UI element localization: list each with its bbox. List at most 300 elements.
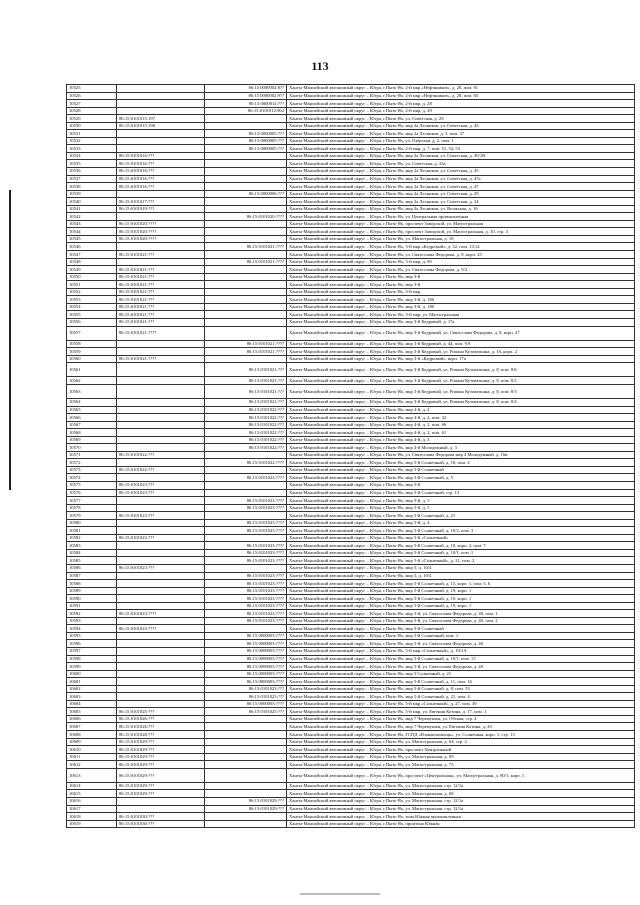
building-cadastral-number-cell: 86:15:0101021:???? [205, 348, 287, 356]
building-cadastral-number-cell [205, 281, 287, 289]
address-cell: Ханты-Мансийский автономный округ – Югра, г.Пыть-Ях, мкр 4-й Молодежный, д. 3 [287, 444, 635, 452]
land-cadastral-number-cell [117, 678, 205, 686]
building-cadastral-number-cell: 86:15:0000002:8?? [205, 85, 287, 93]
address-cell: Ханты-Мансийский автономный округ – Югра, г.Пыть-Ях, мкр 3-й Кедровый, д. 17а [287, 318, 635, 326]
table-row [67, 288, 635, 296]
table-row [67, 663, 635, 671]
land-cadastral-number-cell [117, 107, 205, 115]
row-number-cell: 10567 [67, 421, 117, 429]
table-row [67, 632, 635, 640]
table-row [67, 152, 635, 160]
row-number-cell: 10533 [67, 145, 117, 153]
building-cadastral-number-cell [205, 205, 287, 213]
building-cadastral-number-cell [205, 220, 287, 228]
row-number-cell: 10606 [67, 715, 117, 723]
table-row [67, 542, 635, 550]
land-cadastral-number-cell [117, 805, 205, 813]
land-cadastral-number-cell: 86:15:0101016:??? [117, 152, 205, 160]
land-cadastral-number-cell: 86:15:0101029:??? [117, 746, 205, 754]
table-row [67, 296, 635, 304]
building-cadastral-number-cell [205, 782, 287, 790]
land-cadastral-number-cell [117, 632, 205, 640]
land-cadastral-number-cell: 86:15:0101021:??? [117, 273, 205, 281]
address-cell: Ханты-Мансийский автономный округ – Югра, г.Пыть-Ях, ул. Озёрская, д. 2, пом. 1 [287, 137, 635, 145]
table-row [67, 348, 635, 356]
row-number-cell: 10590 [67, 595, 117, 603]
building-cadastral-number-cell: 86:15:0101023:???? [205, 542, 287, 550]
land-cadastral-number-cell: 86:15:0101023:???? [117, 610, 205, 618]
building-cadastral-number-cell [205, 273, 287, 281]
address-cell: Ханты-Мансийский автономный округ – Югра, г.Пыть-Ях, мкр 7 Черемушки, ул. Обская, стр. 4 [287, 715, 635, 723]
row-number-cell: 10559 [67, 348, 117, 356]
land-cadastral-number-cell: 86:15:0101015:198 [117, 122, 205, 130]
row-number-cell: 10603 [67, 693, 117, 701]
land-cadastral-number-cell [117, 258, 205, 266]
row-number-cell: 10530 [67, 122, 117, 130]
land-cadastral-number-cell: 86:15:0101016:??? [117, 168, 205, 176]
address-cell: Ханты-Мансийский автономный округ – Югра, г.Пыть-Ях, проспект Центральный [287, 746, 635, 754]
row-number-cell: 10574 [67, 474, 117, 482]
address-cell: Ханты-Мансийский автономный округ – Югра, г.Пыть-Ях, зона Южная промышленная [287, 813, 635, 821]
building-cadastral-number-cell: 86:15:0000005:??? [205, 145, 287, 153]
building-cadastral-number-cell [205, 235, 287, 243]
address-cell: Ханты-Мансийский автономный округ – Югра, г.Пыть-Ях, мкр 2а Лесников, д. 3, пом. 37 [287, 130, 635, 138]
building-cadastral-number-cell: 86:15:0101021:??? [205, 377, 287, 385]
land-cadastral-number-cell: 86:15:0101021:??? [117, 288, 205, 296]
address-cell: Ханты-Мансийский автономный округ – Югра, г.Пыть-Ях, мкр 5-й Солнечный, д. 19, корп. 1 [287, 587, 635, 595]
row-number-cell: 10601 [67, 678, 117, 686]
land-cadastral-number-cell [117, 497, 205, 505]
row-number-cell: 10587 [67, 572, 117, 580]
address-cell: Ханты-Мансийский автономный округ – Югра, г.Пыть-Ях, 3-й мкр [287, 288, 635, 296]
table-row [67, 421, 635, 429]
row-number-cell: 10555 [67, 311, 117, 319]
row-number-cell: 10592 [67, 610, 117, 618]
table-row [67, 122, 635, 130]
building-cadastral-number-cell: 86:15:0101023:???? [205, 504, 287, 512]
table-row [67, 326, 635, 340]
address-cell: Ханты-Мансийский автономный округ – Югра, г.Пыть-Ях, мкр 2а Лесников, ул. Советская, д. 34 [287, 198, 635, 206]
table-row [67, 572, 635, 580]
address-cell: Ханты-Мансийский автономный округ – Югра, г.Пыть-Ях, ул. Магистральная, д. 69 [287, 753, 635, 761]
row-number-cell: 10593 [67, 617, 117, 625]
land-cadastral-number-cell [117, 348, 205, 356]
land-cadastral-number-cell [117, 580, 205, 588]
building-cadastral-number-cell: 86:15:0101025:??? [205, 708, 287, 716]
land-cadastral-number-cell [117, 504, 205, 512]
table-row [67, 685, 635, 693]
building-cadastral-number-cell: 86:15:0101023:??? [205, 693, 287, 701]
row-number-cell: 10568 [67, 429, 117, 437]
address-cell: Ханты-Мансийский автономный округ – Югра, г.Пыть-Ях, мкр 3-й [287, 281, 635, 289]
row-number-cell: 10573 [67, 466, 117, 474]
land-cadastral-number-cell [117, 459, 205, 467]
building-cadastral-number-cell: 86:15:0000002:9?? [205, 92, 287, 100]
table-row [67, 175, 635, 183]
table-row [67, 220, 635, 228]
address-cell: Ханты-Мансийский автономный округ – Югра, г.Пыть-Ях, ул. Святослава Федорова, д. 8, корп. 25 [287, 251, 635, 259]
building-cadastral-number-cell [205, 489, 287, 497]
address-cell: Ханты-Мансийский автономный округ – Югра, г.Пыть-Ях, ул. Советская, д. 33а [287, 160, 635, 168]
row-number-cell: 10553 [67, 296, 117, 304]
building-cadastral-number-cell: 86:15:0101023:???? [205, 587, 287, 595]
row-number-cell: 10571 [67, 451, 117, 459]
land-cadastral-number-cell [117, 700, 205, 708]
table-row [67, 746, 635, 754]
row-number-cell: 10618 [67, 813, 117, 821]
table-row [67, 738, 635, 746]
row-number-cell: 10566 [67, 414, 117, 422]
building-cadastral-number-cell: 86:15:0101022:???? [205, 459, 287, 467]
row-number-cell: 10609 [67, 738, 117, 746]
row-number-cell: 10525 [67, 85, 117, 93]
address-cell: Ханты-Мансийский автономный округ – Югра, г.Пыть-Ях, ул. Советская, д. 29 [287, 115, 635, 123]
row-number-cell: 10549 [67, 266, 117, 274]
land-cadastral-number-cell [117, 406, 205, 414]
table-row [67, 137, 635, 145]
land-cadastral-number-cell [117, 542, 205, 550]
row-number-cell: 10596 [67, 640, 117, 648]
row-number-cell: 10595 [67, 632, 117, 640]
table-row [67, 640, 635, 648]
land-cadastral-number-cell: 86:15:0101020:???? [117, 220, 205, 228]
land-cadastral-number-cell: 86:15:0101021:??? [117, 251, 205, 259]
building-cadastral-number-cell [205, 625, 287, 633]
table-row [67, 805, 635, 813]
land-cadastral-number-cell [117, 243, 205, 251]
row-number-cell: 10542 [67, 213, 117, 221]
building-cadastral-number-cell: 86:15:0000005:??? [205, 130, 287, 138]
table-row [67, 85, 635, 93]
building-cadastral-number-cell: 86:15:0000003:???? [205, 640, 287, 648]
land-cadastral-number-cell: 86:15:0101022:??? [117, 451, 205, 459]
building-cadastral-number-cell: 86:15:0101029:??? [205, 805, 287, 813]
land-cadastral-number-cell: 86:15:0101015:197 [117, 115, 205, 123]
address-cell: Ханты-Мансийский автономный округ – Югра, г.Пыть-Ях, мкр 3-й, д. 18б [287, 303, 635, 311]
table-row [67, 519, 635, 527]
land-cadastral-number-cell [117, 685, 205, 693]
land-cadastral-number-cell [117, 377, 205, 385]
address-cell: Ханты-Мансийский автономный округ – Югра, г.Пыть-Ях, мкр 5-й, д. 5 [287, 504, 635, 512]
land-cadastral-number-cell: 86:15:0101016:??? [117, 175, 205, 183]
address-cell: Ханты-Мансийский автономный округ – Югра, г.Пыть-Ях, мкр 3-й Кедровый, ул. Романа Кузоваткина, д. 8, пом. 8/4 [287, 398, 635, 406]
building-cadastral-number-cell [205, 115, 287, 123]
row-number-cell: 10558 [67, 340, 117, 348]
row-number-cell: 10554 [67, 303, 117, 311]
address-cell: Ханты-Мансийский автономный округ – Югра, г.Пыть-Ях, мкр 5-й, д. 5 [287, 497, 635, 505]
land-cadastral-number-cell: 86:15:0101021:??? [117, 303, 205, 311]
address-cell: Ханты-Мансийский автономный округ – Югра, г.Пыть-Ях, ул. Магистральная, д. 75 [287, 761, 635, 769]
row-number-cell: 10564 [67, 398, 117, 406]
land-cadastral-number-cell: 86:15:0101029:??? [117, 761, 205, 769]
land-cadastral-number-cell: 86:15:0101023:??? [117, 534, 205, 542]
page-number: 113 [311, 59, 329, 73]
address-cell: Ханты-Мансийский автономный округ – Югра, г.Пыть-Ях, мкр 5-й Солнечный, д. 8, пом. 53 [287, 685, 635, 693]
table-row [67, 205, 635, 213]
address-cell: Ханты-Мансийский автономный округ – Югра, г.Пыть-Ях, мкр 5, д. 10/4 [287, 565, 635, 573]
table-row [67, 678, 635, 686]
building-cadastral-number-cell: 86:15:0000003:???? [205, 663, 287, 671]
address-cell: Ханты-Мансийский автономный округ – Югра, г.Пыть-Ях, мкр 2а Лесников, ул. Советская, д. 47а [287, 175, 635, 183]
building-cadastral-number-cell: 86:15:0101023:??? [205, 685, 287, 693]
building-cadastral-number-cell [205, 183, 287, 191]
address-cell: Ханты-Мансийский автономный округ – Югра, г.Пыть-Ях, мкр 5-й Солнечный, д. 19, корп. 1 [287, 595, 635, 603]
table-row [67, 100, 635, 108]
building-cadastral-number-cell: 86:15:0101023:???? [205, 572, 287, 580]
building-cadastral-number-cell [205, 512, 287, 520]
building-cadastral-number-cell: 86:15:0000003:???? [205, 655, 287, 663]
building-cadastral-number-cell [205, 266, 287, 274]
table-row [67, 768, 635, 782]
land-cadastral-number-cell: 86:15:0101029:??? [117, 738, 205, 746]
row-number-cell: 10580 [67, 519, 117, 527]
row-number-cell: 10600 [67, 670, 117, 678]
address-cell: Ханты-Мансийский автономный округ – Югра, г.Пыть-Ях, мкр 2а Лесников, ул. Волжская, д. 16 [287, 205, 635, 213]
building-cadastral-number-cell [205, 228, 287, 236]
land-cadastral-number-cell [117, 587, 205, 595]
address-cell: Ханты-Мансийский автономный округ – Югра, г.Пыть-Ях, ул. Магистральная, стр. 12/1а [287, 782, 635, 790]
land-cadastral-number-cell [117, 92, 205, 100]
address-cell: Ханты-Мансийский автономный округ – Югра, г.Пыть-Ях, мкр 5-й Солнечный, д. 18, пом. 2 [287, 459, 635, 467]
land-cadastral-number-cell [117, 414, 205, 422]
table-row [67, 466, 635, 474]
table-row [67, 715, 635, 723]
land-cadastral-number-cell: 86:15:0101021:??? [117, 311, 205, 319]
row-number-cell: 10537 [67, 175, 117, 183]
address-cell: Ханты-Мансийский автономный округ – Югра, г.Пыть-Ях, мкр 5-й, ул. Святослава Федорова, д. 40, пом. 2 [287, 617, 635, 625]
building-cadastral-number-cell [205, 731, 287, 739]
land-cadastral-number-cell [117, 130, 205, 138]
table-row [67, 414, 635, 422]
building-cadastral-number-cell [205, 326, 287, 340]
land-cadastral-number-cell [117, 363, 205, 377]
building-cadastral-number-cell [205, 160, 287, 168]
row-number-cell: 10540 [67, 198, 117, 206]
land-cadastral-number-cell: 86:15:0101021:???? [117, 355, 205, 363]
table-row [67, 160, 635, 168]
row-number-cell: 10560 [67, 355, 117, 363]
land-cadastral-number-cell: 86:15:0101023:??? [117, 565, 205, 573]
row-number-cell: 10582 [67, 534, 117, 542]
table-row [67, 130, 635, 138]
address-cell: Ханты-Мансийский автономный округ – Югра, г.Пыть-Ях, ул. Центральная промышленная [287, 213, 635, 221]
table-row [67, 459, 635, 467]
row-number-cell: 10613 [67, 768, 117, 782]
table-row [67, 587, 635, 595]
building-cadastral-number-cell: 86:15:0000003:???? [205, 670, 287, 678]
row-number-cell: 10563 [67, 384, 117, 398]
table-row [67, 708, 635, 716]
address-cell: Ханты-Мансийский автономный округ – Югра, г.Пыть-Ях, мкр 5-й Солнечный, д. 10/1, пом. 15 [287, 655, 635, 663]
row-number-cell: 10528 [67, 107, 117, 115]
address-cell: Ханты-Мансийский автономный округ – Югра, г.Пыть-Ях, 2-й мкр «Нефтяников», д. 28, пом. 81 [287, 85, 635, 93]
row-number-cell: 10538 [67, 183, 117, 191]
table-row [67, 534, 635, 542]
building-cadastral-number-cell: 86:15:0101023:???? [205, 519, 287, 527]
table-row [67, 251, 635, 259]
table-row [67, 602, 635, 610]
building-cadastral-number-cell: 86:15:0101022:??? [205, 421, 287, 429]
table-row [67, 198, 635, 206]
address-cell: Ханты-Мансийский автономный округ – Югра, г.Пыть-Ях, ул. Магистральная, д. 68 [287, 790, 635, 798]
row-number-cell: 10529 [67, 115, 117, 123]
row-number-cell: 10527 [67, 100, 117, 108]
row-number-cell: 10602 [67, 685, 117, 693]
land-cadastral-number-cell: 86:15:0101026:??? [117, 723, 205, 731]
address-cell: Ханты-Мансийский автономный округ – Югра, г.Пыть-Ях, мкр 5-й Солнечный [287, 466, 635, 474]
land-cadastral-number-cell: 86:15:0101020:???? [117, 235, 205, 243]
land-cadastral-number-cell [117, 85, 205, 93]
building-cadastral-number-cell: 86:15:0101022:??? [205, 406, 287, 414]
address-cell: Ханты-Мансийский автономный округ – Югра, г.Пыть-Ях, мкр 5-й Солнечный, д. 15, корп. 1, пом. 5, 6 [287, 580, 635, 588]
building-cadastral-number-cell: 86:15:0101022:??? [205, 414, 287, 422]
address-cell: Ханты-Мансийский автономный округ – Югра, г.Пыть-Ях, 3-й мкр «Кедровый», д. 32, пом. 13,14 [287, 243, 635, 251]
building-cadastral-number-cell: 86:15:0101020:???? [205, 213, 287, 221]
address-cell: Ханты-Мансийский автономный округ – Югра, г.Пыть-Ях, мкр 5 Солнечный, д. 21 [287, 670, 635, 678]
table-row [67, 549, 635, 557]
row-number-cell: 10616 [67, 797, 117, 805]
building-cadastral-number-cell [205, 451, 287, 459]
row-number-cell: 10615 [67, 790, 117, 798]
address-cell: Ханты-Мансийский автономный округ – Югра, г.Пыть-Ях, ул. Святослава Федорова мкр 4 Молодежный, д. 16в [287, 451, 635, 459]
row-number-cell: 10548 [67, 258, 117, 266]
building-cadastral-number-cell: 86:15:0101029:??? [205, 797, 287, 805]
row-number-cell: 10597 [67, 648, 117, 656]
table-row [67, 168, 635, 176]
address-cell: Ханты-Мансийский автономный округ – Югра, г.Пыть-Ях, 2-й мкр, д. 29 [287, 107, 635, 115]
land-cadastral-number-cell: 86:15:0101029:??? [117, 753, 205, 761]
table-row [67, 761, 635, 769]
row-number-cell: 10543 [67, 220, 117, 228]
address-cell: Ханты-Мансийский автономный округ – Югра, г.Пыть-Ях, мкр 2а Лесников, ул. Советская, д. 47 [287, 183, 635, 191]
land-cadastral-number-cell: 86:15:0101019:??? [117, 205, 205, 213]
building-cadastral-number-cell [205, 790, 287, 798]
table-row [67, 115, 635, 123]
address-cell: Ханты-Мансийский автономный округ – Югра, г.Пыть-Ях, 2-й мкр «Нефтяников», д. 28, пом. 83 [287, 92, 635, 100]
building-cadastral-number-cell [205, 481, 287, 489]
row-number-cell: 10562 [67, 377, 117, 385]
table-row [67, 753, 635, 761]
address-cell: Ханты-Мансийский автономный округ – Югра, г.Пыть-Ях, 2-й мкр, д. 28 [287, 100, 635, 108]
table-row [67, 504, 635, 512]
table-row [67, 243, 635, 251]
building-cadastral-number-cell: 86:15:0101023:???? [205, 497, 287, 505]
building-cadastral-number-cell: 86:15:0000003:???? [205, 632, 287, 640]
address-cell: Ханты-Мансийский автономный округ – Югра, г.Пыть-Ях, 5-й мкр «Солнечный», д. 27, пом. 49 [287, 700, 635, 708]
row-number-cell: 10586 [67, 565, 117, 573]
table-row [67, 670, 635, 678]
row-number-cell: 10578 [67, 504, 117, 512]
table-row [67, 266, 635, 274]
table-row [67, 145, 635, 153]
land-cadastral-number-cell [117, 384, 205, 398]
table-row [67, 580, 635, 588]
address-cell: Ханты-Мансийский автономный округ – Югра, г.Пыть-Ях, ул. Магистральная, стр. 12/1а [287, 797, 635, 805]
building-cadastral-number-cell [205, 534, 287, 542]
address-cell: Ханты-Мансийский автономный округ – Югра, г.Пыть-Ях, мкр 4-й, д. 2, пом. 61 [287, 429, 635, 437]
row-number-cell: 10591 [67, 602, 117, 610]
table-row [67, 527, 635, 535]
land-cadastral-number-cell: 86:15:0101016:??? [117, 160, 205, 168]
land-cadastral-number-cell [117, 549, 205, 557]
building-cadastral-number-cell: 86:15:0000003:???? [205, 700, 287, 708]
address-cell: Ханты-Мансийский автономный округ – Югра, г.Пыть-Ях, мкр 5-й Солнечный, д. 10/2, пом. 3 [287, 527, 635, 535]
land-cadastral-number-cell [117, 145, 205, 153]
land-cadastral-number-cell [117, 436, 205, 444]
address-cell: Ханты-Мансийский автономный округ – Югра, г.Пыть-Ях, мкр 3-й Кедровый, ул. Романа Кузоваткина, д. 8, пом. 8/3 [287, 384, 635, 398]
table-row [67, 398, 635, 406]
address-cell: Ханты-Мансийский автономный округ – Югра, г.Пыть-Ях, мкр 5-й Солнечный, д. 21, пом. 4 [287, 693, 635, 701]
row-number-cell: 10599 [67, 663, 117, 671]
row-number-cell: 10536 [67, 168, 117, 176]
table-row [67, 489, 635, 497]
row-number-cell: 10607 [67, 723, 117, 731]
row-number-cell: 10551 [67, 281, 117, 289]
land-cadastral-number-cell: 86:15:0101025:??? [117, 708, 205, 716]
land-cadastral-number-cell: 86:15:0101023:??? [117, 489, 205, 497]
land-cadastral-number-cell [117, 474, 205, 482]
row-number-cell: 10561 [67, 363, 117, 377]
row-number-cell: 10589 [67, 587, 117, 595]
building-cadastral-number-cell: 86:15:0000012:??? [205, 100, 287, 108]
building-cadastral-number-cell: 86:15:0101023:???? [205, 580, 287, 588]
building-cadastral-number-cell [205, 746, 287, 754]
table-row [67, 384, 635, 398]
row-number-cell: 10556 [67, 318, 117, 326]
land-cadastral-number-cell [117, 648, 205, 656]
land-cadastral-number-cell: 86:15:0101022:??? [117, 466, 205, 474]
land-cadastral-number-cell: 86:15:0101030:??? [117, 813, 205, 821]
building-cadastral-number-cell [205, 288, 287, 296]
land-cadastral-number-cell [117, 640, 205, 648]
row-number-cell: 10577 [67, 497, 117, 505]
table-row [67, 655, 635, 663]
address-cell: Ханты-Мансийский автономный округ – Югра, г.Пыть-Ях, 5-й мкр «Солнечный», д. 10/1А [287, 648, 635, 656]
address-cell: Ханты-Мансийский автономный округ – Югра, г.Пыть-Ях, ГСПД «Взаимопомощь», ул. Солнечная, корп. 1, стр. 13 [287, 731, 635, 739]
table-row [67, 700, 635, 708]
table-row [67, 820, 635, 828]
address-cell: Ханты-Мансийский автономный округ – Югра, г.Пыть-Ях, мкр 5-й «Солнечный» [287, 534, 635, 542]
row-number-cell: 10532 [67, 137, 117, 145]
table-row [67, 377, 635, 385]
address-cell: Ханты-Мансийский автономный округ – Югра, г.Пыть-Ях, мкр 5, д. 10/4 [287, 572, 635, 580]
table-row [67, 790, 635, 798]
address-cell: Ханты-Мансийский автономный округ – Югра, г.Пыть-Ях, проспект «Центральная», ул. Магистральная, д. 80/1, корп. 1 [287, 768, 635, 782]
land-cadastral-number-cell [117, 572, 205, 580]
table-row [67, 406, 635, 414]
row-number-cell: 10550 [67, 273, 117, 281]
building-cadastral-number-cell [205, 466, 287, 474]
land-cadastral-number-cell [117, 527, 205, 535]
building-cadastral-number-cell [205, 122, 287, 130]
address-cell: Ханты-Мансийский автономный округ – Югра, г.Пыть-Ях, мкр 2а Лесников, ул. Советская, д. 30/1В [287, 152, 635, 160]
table-row [67, 617, 635, 625]
address-cell: Ханты-Мансийский автономный округ – Югра, г.Пыть-Ях, мкр 5-й Солнечный, д. 21 [287, 512, 635, 520]
table-row [67, 228, 635, 236]
building-cadastral-number-cell: 86:15:0101021:??? [205, 363, 287, 377]
land-cadastral-number-cell: 86:15:0101017:??? [117, 198, 205, 206]
address-cell: Ханты-Мансийский автономный округ – Югра, г.Пыть-Ях, ул. Магистральная, стр. 12/1а [287, 805, 635, 813]
address-cell: Ханты-Мансийский автономный округ – Югра, г.Пыть-Ях, мкр 4-й, д. 2, пом. 32 [287, 414, 635, 422]
land-cadastral-number-cell: 86:15:0101026:??? [117, 715, 205, 723]
table-row [67, 318, 635, 326]
address-cell: Ханты-Мансийский автономный округ – Югра, г.Пыть-Ях, мкр 5-й Солнечный, пом. 1 [287, 632, 635, 640]
row-number-cell: 10617 [67, 805, 117, 813]
building-cadastral-number-cell: 86:15:0101023:???? [205, 595, 287, 603]
row-number-cell: 10588 [67, 580, 117, 588]
row-number-cell: 10570 [67, 444, 117, 452]
row-number-cell: 10614 [67, 782, 117, 790]
